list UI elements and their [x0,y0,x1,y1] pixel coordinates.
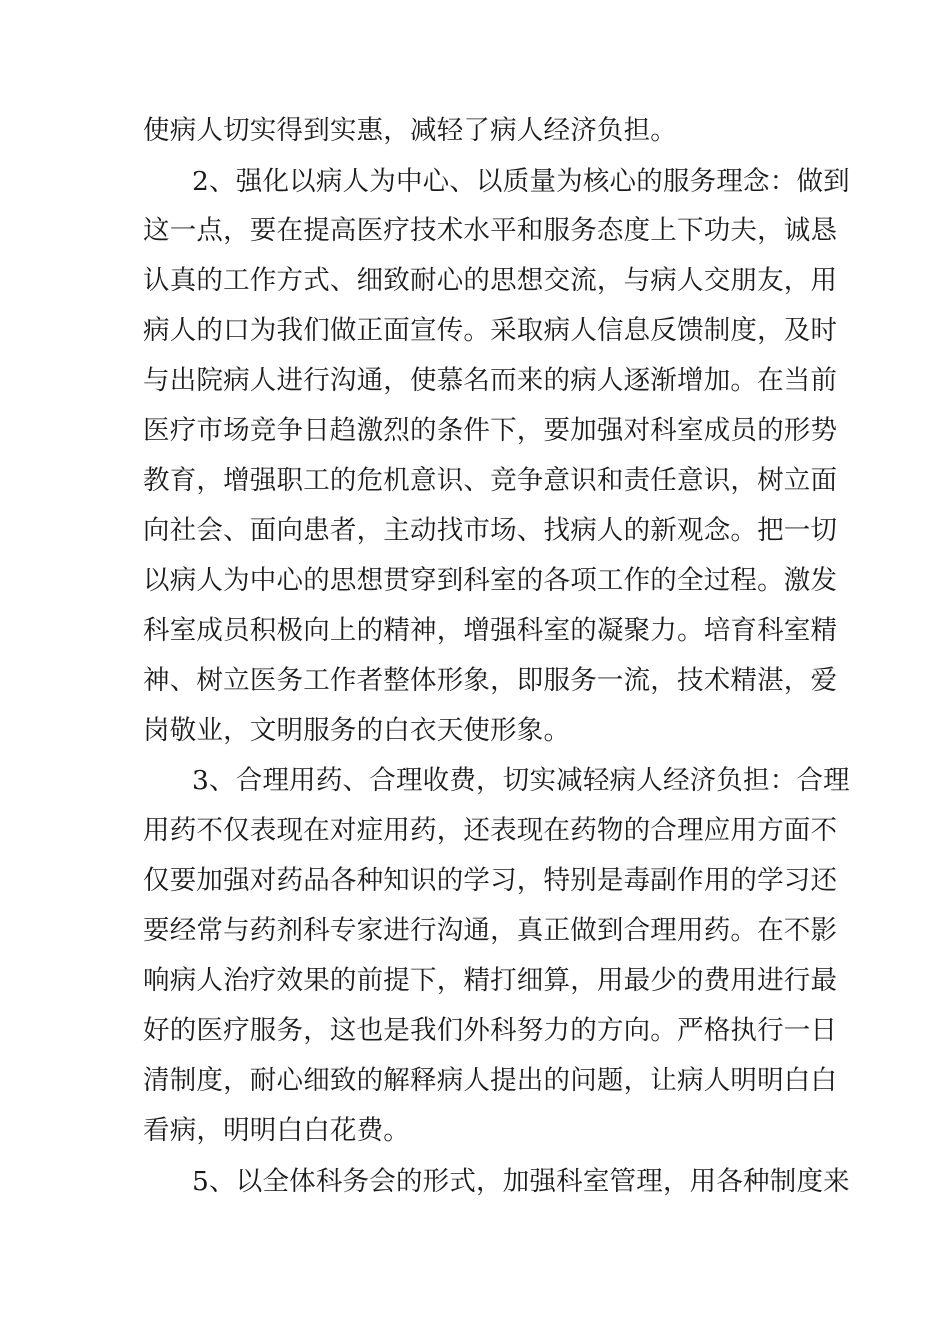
text-line: 与出院病人进行沟通，使慕名而来的病人逐渐增加。在当前 [143,365,838,396]
text-line: 使病人切实得到实惠，减轻了病人经济负担。 [143,115,677,146]
text-line: 看病，明明白白花费。 [143,1115,410,1146]
text-line: 向社会、面向患者，主动找市场、找病人的新观念。把一切 [143,515,838,546]
text-line: 这一点，要在提高医疗技术水平和服务态度上下功夫，诚恳 [143,215,838,246]
text-line: 要经常与药剂科专家进行沟通，真正做到合理用药。在不影 [143,915,838,946]
text-line: 病人的口为我们做正面宣传。采取病人信息反馈制度，及时 [143,315,838,346]
paragraph-5-start: 5、以全体科务会的形式，加强科室管理，用各种制度来 [192,1166,850,1197]
text-line: 响病人治疗效果的前提下，精打细算，用最少的费用进行最 [143,965,838,996]
text-line: 医疗市场竞争日趋激烈的条件下，要加强对科室成员的形势 [143,415,838,446]
paragraph-3-start: 3、合理用药、合理收费，切实减轻病人经济负担：合理 [192,765,850,796]
text-line: 岗敬业，文明服务的白衣天使形象。 [143,715,571,746]
text-line: 用药不仅表现在对症用药，还表现在药物的合理应用方面不 [143,815,838,846]
text-line: 仅要加强对药品各种知识的学习，特别是毒副作用的学习还 [143,865,838,896]
text-line: 以病人为中心的思想贯穿到科室的各项工作的全过程。激发 [143,565,838,596]
text-line: 认真的工作方式、细致耐心的思想交流，与病人交朋友，用 [143,265,838,296]
text-line: 科室成员积极向上的精神，增强科室的凝聚力。培育科室精 [143,615,838,646]
text-line: 神、树立医务工作者整体形象，即服务一流，技术精湛，爱 [143,665,838,696]
paragraph-2-start: 2、强化以病人为中心、以质量为核心的服务理念：做到 [192,166,850,197]
text-line: 好的医疗服务，这也是我们外科努力的方向。严格执行一日 [143,1015,838,1046]
text-line: 教育，增强职工的危机意识、竞争意识和责任意识，树立面 [143,465,838,496]
text-line: 清制度，耐心细致的解释病人提出的问题，让病人明明白白 [143,1065,838,1096]
